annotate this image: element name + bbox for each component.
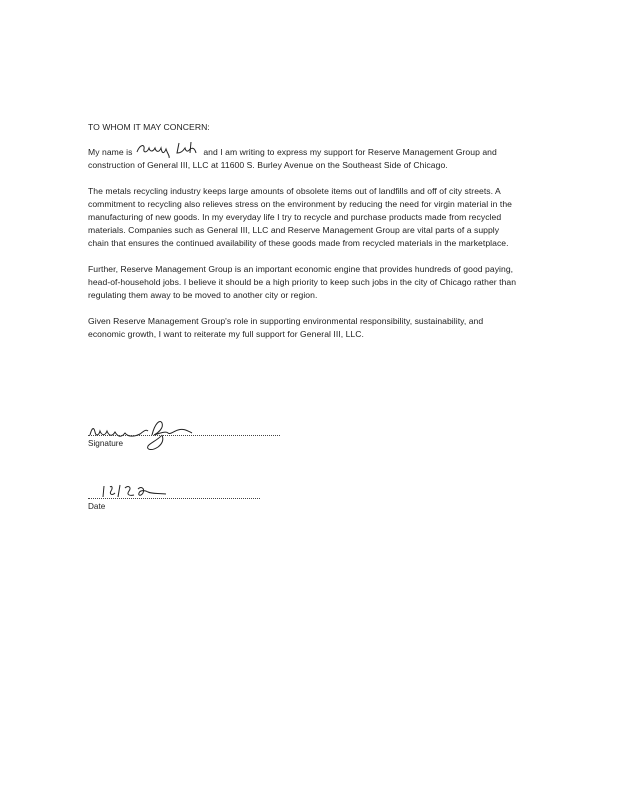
paragraph-recycling: The metals recycling industry keeps large amounts of obsolete items out of landfills and off of city streets. A commitment to recycling also relieves stress on the environment by reducing the need for virgin material in the manufacturing of new goods. In my everyday life I try to recycle and purchase products made from recycled materials. Companies such as General III, LLC and Reserve Management Group are vital parts of a supply chain that ensures the continued availability of these goods made from recycled materials in the marketplace. [88, 186, 512, 248]
date-line [88, 498, 260, 499]
date-label: Date [88, 502, 106, 511]
handwritten-name-scribble [135, 140, 201, 158]
paragraph-support: Given Reserve Management Group's role in supporting environmental responsibility, sustainability, and economic growth, I want to reiterate my full support for General III, LLC. [88, 316, 484, 339]
intro-paragraph [88, 146, 520, 172]
signature-line [88, 435, 280, 436]
salutation: TO WHOM IT MAY CONCERN: [88, 122, 210, 132]
intro-after-text: and I am writing to express my support for Reserve Management Group and construction of General III, LLC at 11600 S. Burley Avenue on the Southeast Side of Chicago. [88, 147, 497, 170]
handwritten-name [135, 147, 201, 157]
signature-label: Signature [88, 439, 124, 448]
letter-body [88, 121, 520, 354]
paragraph-jobs: Further, Reserve Management Group is an important economic engine that provides hundreds of good paying, head-of-household jobs. I believe it should be a high priority to keep such jobs in the city of Chicago rather than regulating them away to be moved to another city or region. [88, 264, 517, 300]
intro-before-text: My name is [88, 147, 133, 157]
